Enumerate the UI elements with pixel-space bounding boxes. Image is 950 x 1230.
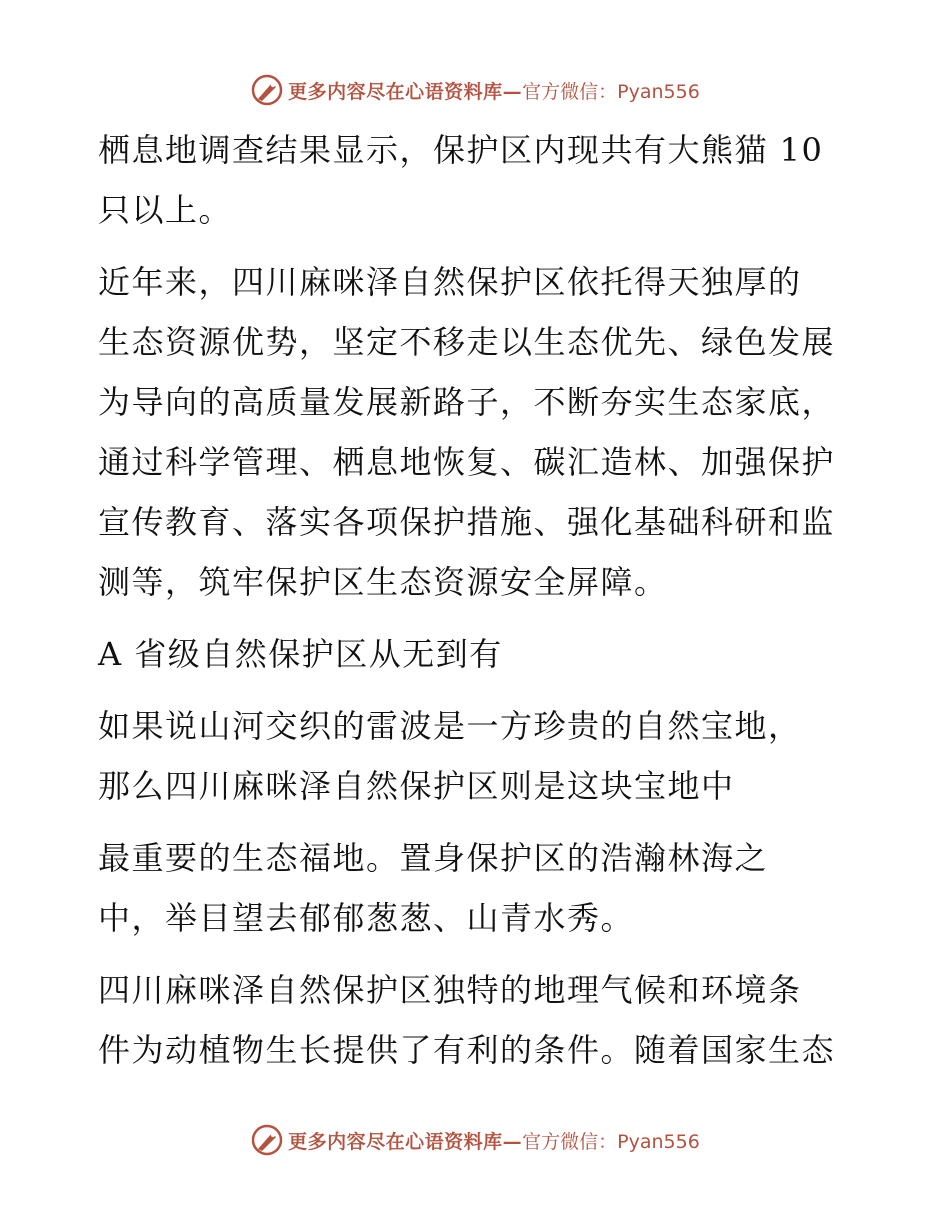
pen-nib-logo-icon [250, 73, 284, 107]
paragraph-line: A 省级自然保护区从无到有 [98, 635, 503, 673]
footer-banner-wechat: 官方微信：Pyan556 [522, 1130, 700, 1153]
paragraph-2 [98, 252, 858, 612]
paragraph-line: 最重要的生态福地。置身保护区的浩瀚林海之 [98, 839, 769, 877]
paragraph-5 [98, 960, 858, 1080]
paragraph-line: 四川麻咪泽自然保护区独特的地理气候和环境条 [98, 971, 802, 1009]
footer-banner [0, 1120, 950, 1160]
paragraph-1 [98, 120, 858, 240]
paragraph-line: 栖息地调查结果显示，保护区内现共有大熊猫 10 [98, 131, 824, 169]
paragraph-line: 通过科学管理、栖息地恢复、碳汇造林、加强保护 [98, 443, 836, 481]
paragraph-3 [98, 696, 858, 816]
pen-nib-logo-icon [250, 1123, 284, 1157]
paragraph-line: 测等，筑牢保护区生态资源安全屏障。 [98, 563, 668, 601]
header-banner-text: 更多内容尽在心语资料库— [288, 80, 523, 103]
paragraph-line: 只以上。 [98, 191, 233, 229]
paragraph-line: 为导向的高质量发展新路子，不断夯实生态家底， [98, 383, 836, 421]
footer-banner-text: 更多内容尽在心语资料库— [288, 1130, 523, 1153]
paragraph-line: 近年来，四川麻咪泽自然保护区依托得天独厚的 [98, 263, 802, 301]
paragraph-line: 如果说山河交织的雷波是一方珍贵的自然宝地， [98, 707, 802, 745]
header-banner [0, 70, 950, 110]
paragraph-4 [98, 828, 858, 948]
paragraph-line: 宣传教育、落实各项保护措施、强化基础科研和监 [98, 503, 836, 541]
section-heading [98, 624, 858, 684]
document-body [98, 120, 858, 1080]
header-banner-wechat: 官方微信：Pyan556 [522, 80, 700, 103]
paragraph-line: 那么四川麻咪泽自然保护区则是这块宝地中 [98, 767, 735, 805]
paragraph-line: 生态资源优势，坚定不移走以生态优先、绿色发展 [98, 323, 836, 361]
paragraph-line: 件为动植物生长提供了有利的条件。随着国家生态 [98, 1031, 836, 1069]
paragraph-line: 中，举目望去郁郁葱葱、山青水秀。 [98, 899, 635, 937]
